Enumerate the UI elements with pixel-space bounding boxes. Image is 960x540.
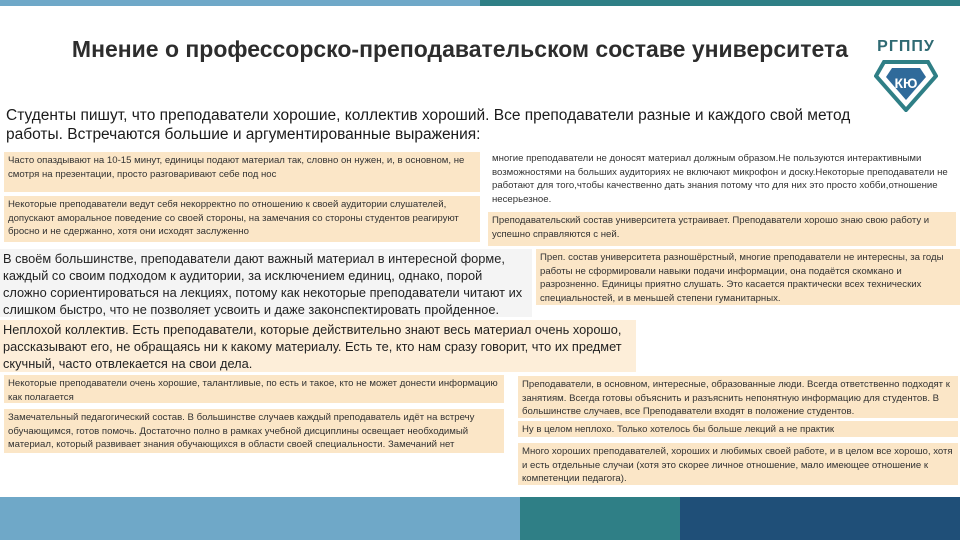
comment-card (488, 212, 956, 246)
comment-card (4, 152, 480, 192)
comment-text: Преподавательский состав университета устраивает. Преподаватели хорошо знаю свою работу и успешно справляются с ней. (492, 215, 930, 240)
comment-card (518, 443, 958, 485)
comment-card (518, 421, 958, 437)
comment-text: Некоторые преподаватели ведут себя некорректно по отношению к своей аудитории слушателей, допускают аморальное поведение со своей стороны, на замечания со стороны студентов реагируют бросно и не сдержанно, хотя они исходят заслуженно (8, 199, 459, 237)
comment-card (536, 249, 960, 305)
comment-card (4, 409, 504, 453)
comment-card (0, 320, 636, 372)
diamond-logo-icon (874, 58, 938, 112)
comment-card (0, 249, 532, 317)
comment-card (518, 376, 958, 418)
slide-title: Мнение о профессорско-преподавательском составе университета (71, 36, 849, 62)
bottom-decor-bar (0, 497, 960, 540)
comment-text: Неплохой коллектив. Есть преподаватели, которые действительно знают весь материал очень хорошо, рассказывают его, не обращаясь ни к какому материалу. Есть те, кто нам сразу говорит, что их предмет скучный, часто отвлекается на свои дела. (3, 322, 622, 371)
intro-text: Студенты пишут, что преподаватели хорошие, коллектив хороший. Все преподаватели разные и каждого свой метод работы. Встречаются большие и аргументированные выражения: (6, 107, 851, 143)
comment-text: многие преподаватели не доносят материал должным образом.Не пользуются интерактивными возможностями на больших аудиториях не включают микрофон и доску.Некоторые преподаватели не работают для того,чтобы качественно дать знания потому что для них это просто хобби,отношение несерьезное. (492, 153, 948, 205)
comment-card (4, 196, 480, 242)
top-decor-bar (0, 0, 960, 6)
comment-card (4, 375, 504, 403)
comment-text: Много хороших преподавателей, хороших и любимых своей работе, и в целом все хорошо, хотя и есть отдельные случаи (хотя это скорее личное отношение, мало имеющее отношение к компетенции педагога). (522, 446, 953, 484)
comment-text: В своём большинстве, преподаватели дают важный материал в интересной форме, каждый со своим подходом к аудитории, за исключением единиц, однако, порой сложно сориентироваться на лекциях, потому как некоторые преподаватели читают их слишком быстро, что не позволяет усвоить и даже законспектировать пройденное. (3, 251, 523, 317)
comment-text: Преп. состав университета разношёрстный, многие преподаватели не интересны, за годы работы не сформировали навыки подачи информации, она подаётся скомкано и разрозненно. Единицы приятно слушать. Это касается практически всех технических специальностей, и в меньшей степени гуманитарных. (540, 252, 944, 304)
university-logo (864, 38, 948, 114)
comment-text: Ну в целом неплохо. Только хотелось бы больше лекций а не практик (522, 424, 835, 435)
comment-text: Часто опаздывают на 10-15 минут, единицы подают материал так, словно он нужен, и, в основном, не смотря на презентации, просто разговаривают себе под нос (8, 155, 465, 180)
comment-text: Некоторые преподаватели очень хорошие, талантливые, по есть и такое, кто не может донести информацию как полагается (8, 378, 498, 403)
comment-text: Преподаватели, в основном, интересные, образованные люди. Всегда ответственно подходят к занятиям. Всегда готовы объяснить и разъяснить непонятную информацию для студентов. В большинстве случаев, все Преподаватели входят в положение студентов. (522, 379, 950, 417)
comment-card (488, 150, 956, 208)
comment-text: Замечательный педагогический состав. В большинстве случаев каждый преподаватель идёт на встречу обучающимся, готов помочь. Достаточно полно в рамках учебной дисциплины освещает необходимый материал, который развивает знания обучающихся в области своей специальности. Замечаний нет (8, 412, 475, 450)
logo-text: РГППУ (877, 38, 935, 55)
logo-mark: КЮ (894, 75, 918, 91)
